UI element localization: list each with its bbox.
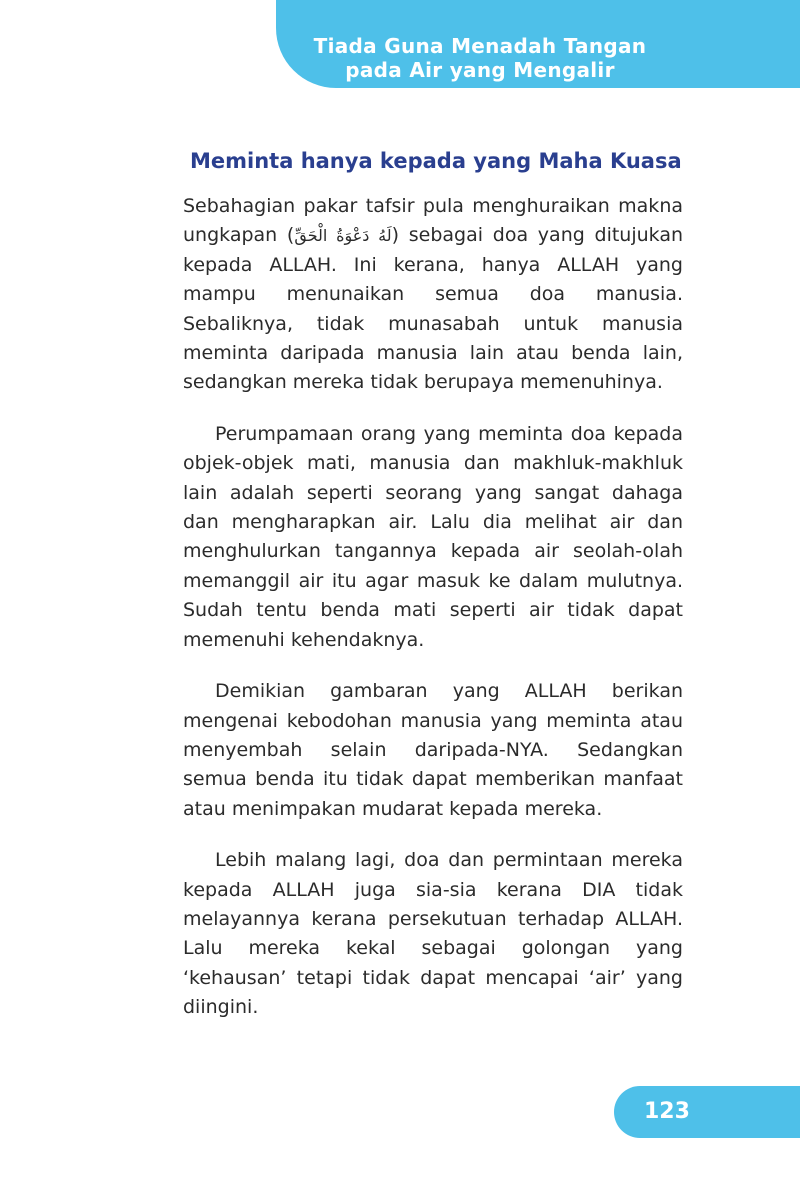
paragraph-1 bbox=[183, 192, 683, 398]
paragraph-4: Lebih malang lagi, doa dan permintaan mereka kepada ALLAH juga sia-sia kerana DIA tidak melayannya kerana persekutuan terhadap ALLAH. Lalu mereka kekal sebagai golongan yang ‘kehausan’ tetapi tidak dapat mencapai ‘air’ yang diingini. bbox=[183, 849, 683, 1019]
body-text bbox=[183, 192, 683, 1045]
chapter-title-line-1: Tiada Guna Menadah Tangan bbox=[313, 34, 647, 58]
paragraph-2: Perumpamaan orang yang meminta doa kepada objek-objek mati, manusia dan makhluk-makhluk lain adalah seperti seorang yang sangat dahaga dan mengharapkan air. Lalu dia melihat air dan menghulurkan tangannya kepada air seolah-olah memanggil air itu agar masuk ke dalam mulutnya. Sudah tentu benda mati seperti air tidak dapat memenuhi kehendaknya. bbox=[183, 422, 683, 651]
page-number: 123 bbox=[644, 1099, 690, 1124]
chapter-title bbox=[280, 34, 680, 82]
chapter-title-line-2: pada Air yang Mengalir bbox=[345, 58, 615, 82]
paragraph-1-end: ) sebagai doa yang ditujukan kepada ALLAH. Ini kerana, hanya ALLAH yang mampu menunaikan semua doa manusia. Sebaliknya, tidak munasabah untuk manusia meminta daripada manusia lain atau benda lain, sedangkan mereka tidak berupaya memenuhinya. bbox=[183, 224, 684, 394]
paragraph-3: Demikian gambaran yang ALLAH berikan mengenai kebodohan manusia yang meminta atau menyembah selain daripada-NYA. Sedangkan semua benda itu tidak dapat memberikan manfaat atau menimpakan mudarat kepada mereka. bbox=[183, 680, 683, 820]
page-number-tab bbox=[614, 1086, 800, 1138]
header-banner bbox=[276, 0, 800, 88]
paragraph-1-start: Sebahagian pakar tafsir pula menghuraikan makna ungkapan ( bbox=[183, 195, 683, 247]
arabic-phrase: لَهُ دَعْوَةُ الْحَقِّ bbox=[294, 226, 392, 246]
section-title: Meminta hanya kepada yang Maha Kuasa bbox=[190, 149, 682, 173]
